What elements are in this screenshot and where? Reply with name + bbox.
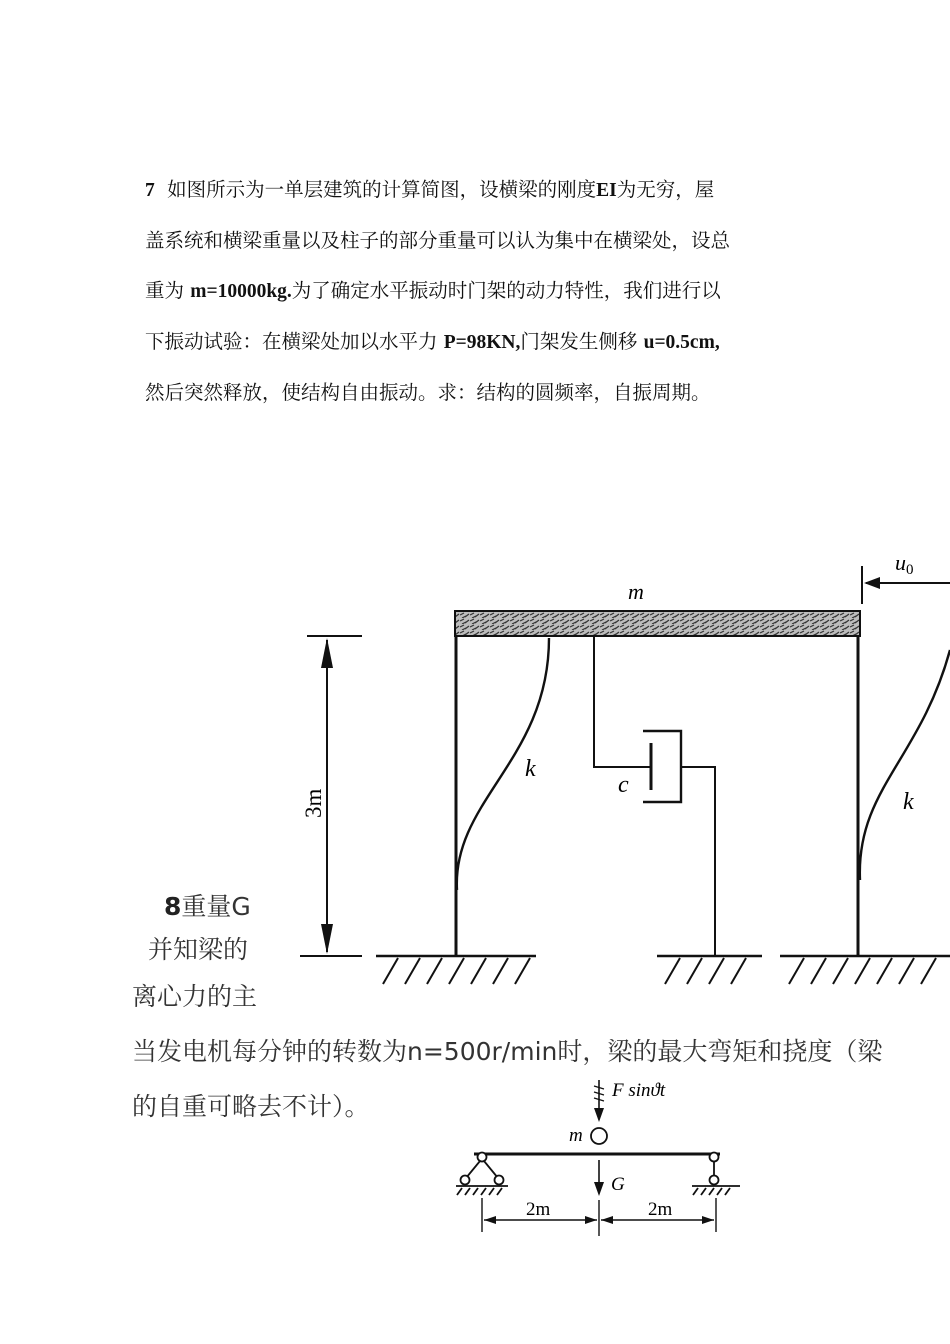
- problem-7-line-3: 重为 m=10000kg.为了确定水平振动时门架的动力特性，我们进行以: [145, 279, 721, 302]
- span-arrow-2: [585, 1216, 597, 1224]
- force-label: F sinϑt: [612, 1080, 666, 1101]
- problem-8-line-5: 的自重可略去不计）。: [132, 1092, 370, 1121]
- problem-7-line-4: 下振动试验：在横梁处加以水平力 P=98KN,门架发生侧移 u=0.5cm,: [145, 330, 720, 353]
- damper-label: c: [618, 772, 629, 798]
- problem-7-line-2: 盖系统和横梁重量以及柱子的部分重量可以认为集中在横梁处，设总: [145, 229, 731, 252]
- span-arrow-4: [702, 1216, 714, 1224]
- mass-label: m: [628, 579, 644, 604]
- disp-label: u0: [895, 550, 914, 578]
- weight-arrowhead: [594, 1182, 604, 1196]
- span-left-label: 2m: [526, 1199, 551, 1220]
- left-spring-label: k: [525, 756, 536, 782]
- left-pin-support: [456, 1153, 508, 1196]
- mass-label-beam: m: [569, 1125, 583, 1146]
- span-arrow-3: [601, 1216, 613, 1224]
- span-arrow-1: [484, 1216, 496, 1224]
- right-spring-label: k: [903, 789, 914, 815]
- force-arrowhead: [594, 1108, 604, 1122]
- problem-8-line-2: 并知梁的: [148, 935, 249, 964]
- problem-8-line-1: 8重量G: [164, 892, 251, 921]
- height-label: 3m: [301, 788, 326, 818]
- span-right-label: 2m: [648, 1199, 673, 1220]
- problem-number: 7: [145, 180, 155, 201]
- problem-7-line-1: 7 如图所示为一单层建筑的计算简图，设横梁的刚度EI为无穷，屋: [145, 178, 715, 201]
- mass-node: [591, 1128, 607, 1144]
- problem-7-line-5: 然后突然释放，使结构自由振动。求：结构的圆频率，自振周期。: [145, 381, 711, 404]
- weight-label: G: [611, 1174, 625, 1195]
- problem-8-line-4: 当发电机每分钟的转数为n=500r/min时，梁的最大弯矩和挠度（梁: [132, 1037, 883, 1066]
- problem-8-line-3: 离心力的主: [132, 982, 258, 1011]
- right-roller-support: [692, 1153, 740, 1196]
